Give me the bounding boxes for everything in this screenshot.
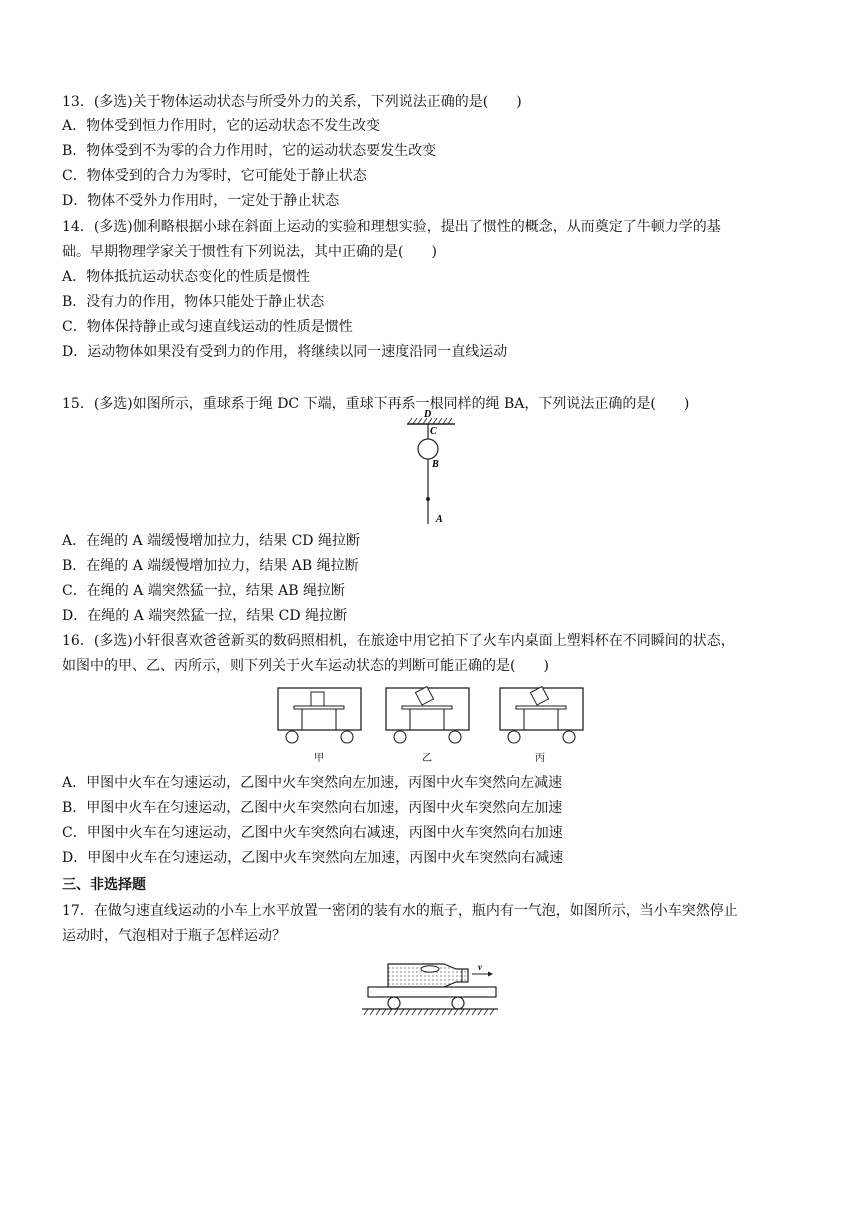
q13-option-b: B．物体受到不为零的合力作用时，它的运动状态要发生改变 <box>62 143 437 159</box>
train-jia <box>278 688 361 743</box>
heavy-ball <box>418 439 438 459</box>
ground-hatching <box>364 1009 494 1015</box>
q15-option-b: B．在绳的 A 端缓慢增加拉力，结果 AB 绳拉断 <box>62 558 359 574</box>
label-d: D <box>424 409 432 420</box>
q16-option-b: B．甲图中火车在匀速运动，乙图中火车突然向右加速，丙图中火车突然向左加速 <box>62 800 563 816</box>
cart-wheel-right <box>452 997 464 1009</box>
cart-body <box>368 987 496 997</box>
q15-option-d: D．在绳的 A 端突然猛一拉，结果 CD 绳拉断 <box>62 608 348 624</box>
q14-option-d: D．运动物体如果没有受到力的作用，将继续以同一速度沿同一直线运动 <box>62 344 508 360</box>
q16-option-d: D．甲图中火车在匀速运动，乙图中火车突然向左加速，丙图中火车突然向右减速 <box>62 850 564 866</box>
q13-stem: 13．(多选)关于物体运动状态与所受外力的关系，下列说法正确的是( ) <box>62 94 522 110</box>
q17-stem-line2: 运动时，气泡相对于瓶子怎样运动？ <box>62 928 286 944</box>
q14-stem-line1: 14．(多选)伽利略根据小球在斜面上运动的实验和理想实验，提出了惯性的概念，从而奠定了牛顿力学的基 <box>62 219 721 235</box>
q14-option-b: B．没有力的作用，物体只能处于静止状态 <box>62 294 325 310</box>
label-v: v <box>478 962 482 972</box>
label-b: B <box>432 459 439 470</box>
train-yi <box>386 687 469 743</box>
q13-option-c: C．物体受到的合力为零时，它可能处于静止状态 <box>62 168 367 184</box>
train-bing <box>500 687 583 743</box>
label-c: C <box>430 426 437 437</box>
q16-option-a: A．甲图中火车在匀速运动，乙图中火车突然向左加速，丙图中火车突然向左减速 <box>62 775 563 791</box>
section-title: 三、非选择题 <box>62 877 146 893</box>
q16-stem-line2: 如图中的甲、乙、丙所示，则下列关于火车运动状态的判断可能正确的是( ) <box>62 658 549 674</box>
velocity-arrowhead <box>488 972 493 977</box>
air-bubble <box>421 966 439 972</box>
hanging-ball-figure <box>395 409 465 533</box>
label-yi: 乙 <box>422 753 432 764</box>
cup-upright <box>311 692 324 706</box>
q15-stem: 15．(多选)如图所示，重球系于绳 DC 下端，重球下再系一根同样的绳 BA，下列说法正确的是( ) <box>62 396 690 412</box>
cart-bottle-figure <box>360 955 505 1017</box>
q14-option-c: C．物体保持静止或匀速直线运动的性质是惯性 <box>62 319 353 335</box>
q17-stem-line1: 17．在做匀速直线运动的小车上水平放置一密闭的装有水的瓶子，瓶内有一气泡，如图所示，当小车突然停止 <box>62 903 738 919</box>
q16-option-c: C．甲图中火车在匀速运动，乙图中火车突然向右减速，丙图中火车突然向右加速 <box>62 825 563 841</box>
rope-dot <box>426 497 430 501</box>
q15-option-a: A．在绳的 A 端缓慢增加拉力，结果 CD 绳拉断 <box>62 533 360 549</box>
q14-option-a: A．物体抵抗运动状态变化的性质是惯性 <box>62 269 311 285</box>
cart-wheel-left <box>388 997 400 1009</box>
label-jia: 甲 <box>314 753 324 764</box>
q16-stem-line1: 16．(多选)小轩很喜欢爸爸新买的数码照相机，在旅途中用它拍下了火车内桌面上塑料杯在不同瞬间的状态， <box>62 633 735 649</box>
q14-stem-line2: 础。早期物理学家关于惯性有下列说法，其中正确的是( ) <box>62 244 437 260</box>
train-cups-figure <box>272 682 587 768</box>
q15-option-c: C．在绳的 A 端突然猛一拉，结果 AB 绳拉断 <box>62 583 346 599</box>
q13-option-a: A．物体受到恒力作用时，它的运动状态不发生改变 <box>62 118 381 134</box>
label-bing: 丙 <box>535 753 545 764</box>
q13-option-d: D．物体不受外力作用时，一定处于静止状态 <box>62 193 340 209</box>
label-a: A <box>436 514 443 525</box>
